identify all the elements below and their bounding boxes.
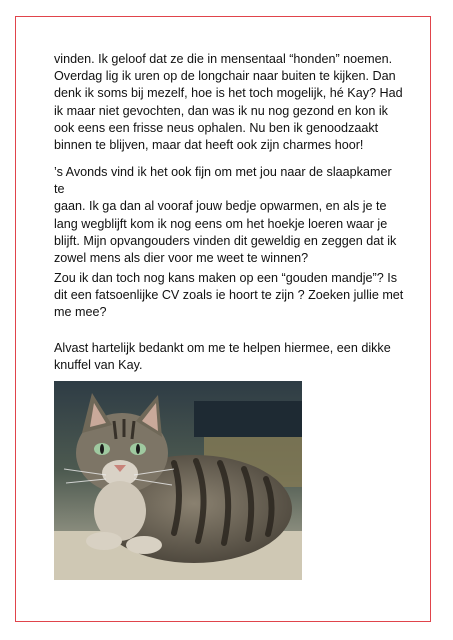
cat-photo [54,381,302,580]
paragraph-4: Alvast hartelijk bedankt om me te helpen hiermee, een dikke knuffel van Kay. [54,341,391,373]
paragraph-2: ’s Avonds vind ik het ook fijn om met jou naar de slaapkamer te gaan. Ik ga dan al vooraf jouw bedje opwarmen, en als je te lang wegblijft kom ik nog eens om het hoekje loeren waar je blijft. Mijn opvangouders vinden dit geweldig en zeggen dat ik zowel mens als dier voor me weet te winnen? [54,165,397,266]
paragraph-1: vinden. Ik geloof dat ze die in mensentaal “honden” noemen. Overdag lig ik uren op de longchair naar buiten te kijken. Dan denk ik soms bij mezelf, hoe is het toch mogelijk, hé Kay? Had ik maar niet gevochten, dan was ik nu nog gezond en kon ik ook eens een frisse neus ophalen. Nu ben ik genoodzaakt binnen te blijven, maar dat heeft ook zijn charmes hoor! [54,52,403,153]
paragraph-3: Zou ik dan toch nog kans maken op een “gouden mandje”? Is dit een fatsoenlijke CV zoals ie hoort te zijn ? Zoeken jullie met me mee? [54,271,404,320]
